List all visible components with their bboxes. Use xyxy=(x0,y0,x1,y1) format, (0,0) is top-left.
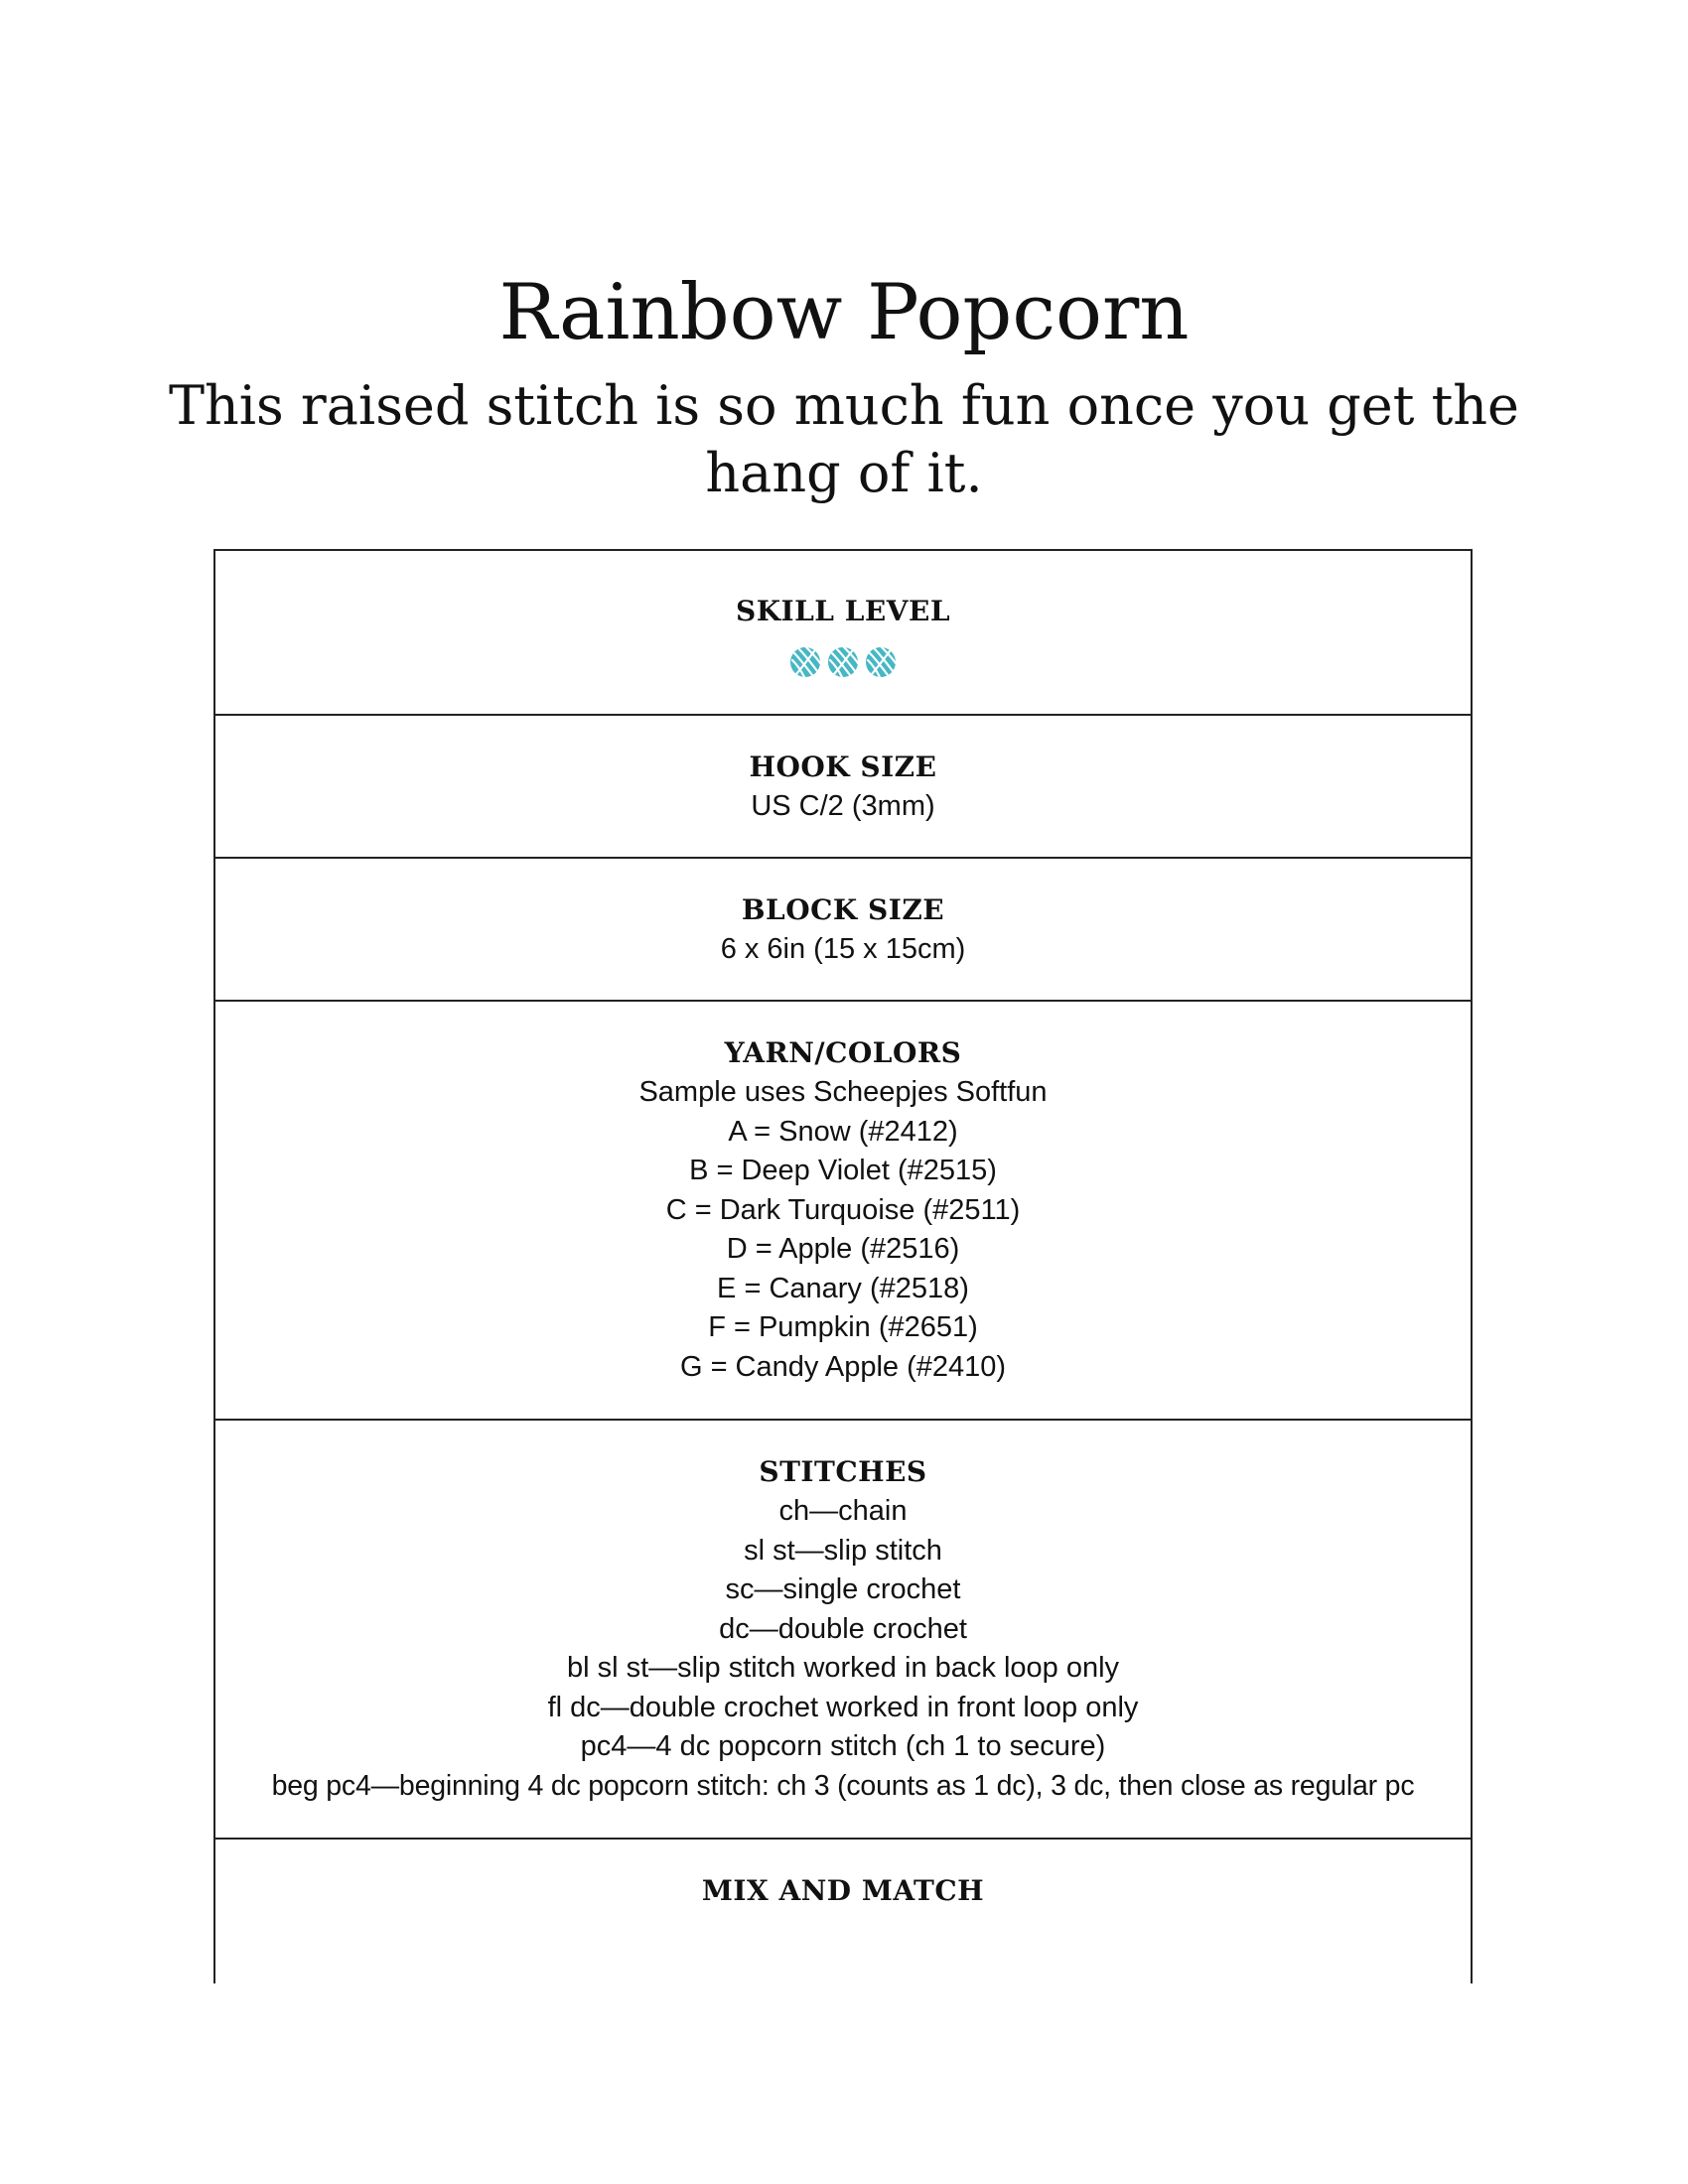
mix-and-match-section xyxy=(215,1840,1471,1985)
yarn-line: C = Dark Turquoise (#2511) xyxy=(665,1193,1021,1226)
stitch-line: ch—chain xyxy=(778,1495,908,1527)
hook-size-heading: HOOK SIZE xyxy=(749,751,937,783)
yarn-line: D = Apple (#2516) xyxy=(726,1233,960,1265)
block-size-section xyxy=(215,859,1471,1002)
page-title: Rainbow Popcorn xyxy=(498,268,1190,357)
stitch-line: sc—single crochet xyxy=(725,1573,961,1605)
yarn-line: E = Canary (#2518) xyxy=(717,1272,969,1304)
hook-size-section xyxy=(215,716,1471,859)
skill-level-rating xyxy=(215,645,1471,679)
stitch-line: pc4—4 dc popcorn stitch (ch 1 to secure) xyxy=(580,1730,1106,1762)
yarn-ball-icon xyxy=(864,645,898,679)
yarn-ball-icon xyxy=(826,645,860,679)
block-size-value: 6 x 6in (15 x 15cm) xyxy=(720,933,966,965)
skill-level-heading: SKILL LEVEL xyxy=(735,595,951,627)
yarn-line: B = Deep Violet (#2515) xyxy=(689,1155,997,1186)
yarn-line: A = Snow (#2412) xyxy=(728,1115,958,1148)
stitch-line: sl st—slip stitch xyxy=(744,1534,942,1567)
yarn-colors-heading: YARN/COLORS xyxy=(724,1036,962,1069)
yarn-line: F = Pumpkin (#2651) xyxy=(708,1311,978,1343)
mix-and-match-heading: MIX AND MATCH xyxy=(701,1874,985,1907)
stitch-line: beg pc4—beginning 4 dc popcorn stitch: ch 3 (counts as 1 dc), 3 dc, then close as regular pc xyxy=(271,1769,1415,1802)
block-size-heading: BLOCK SIZE xyxy=(741,893,945,926)
stitches-heading: STITCHES xyxy=(759,1455,927,1488)
yarn-line: Sample uses Scheepjes Softfun xyxy=(638,1076,1048,1108)
skill-level-section xyxy=(215,551,1471,716)
yarn-ball-icon xyxy=(788,645,822,679)
hook-size-value: US C/2 (3mm) xyxy=(751,790,935,822)
stitch-line: fl dc—double crochet worked in front loop only xyxy=(547,1691,1139,1723)
pattern-info-table xyxy=(213,549,1473,1983)
stitch-line: dc—double crochet xyxy=(719,1612,967,1645)
page-subtitle: This raised stitch is so much fun once you get the hang of it. xyxy=(168,374,1520,504)
yarn-colors-section xyxy=(215,1002,1471,1421)
stitch-line: bl sl st—slip stitch worked in back loop only xyxy=(566,1652,1120,1684)
stitches-section xyxy=(215,1421,1471,1840)
yarn-line: G = Candy Apple (#2410) xyxy=(679,1350,1007,1383)
